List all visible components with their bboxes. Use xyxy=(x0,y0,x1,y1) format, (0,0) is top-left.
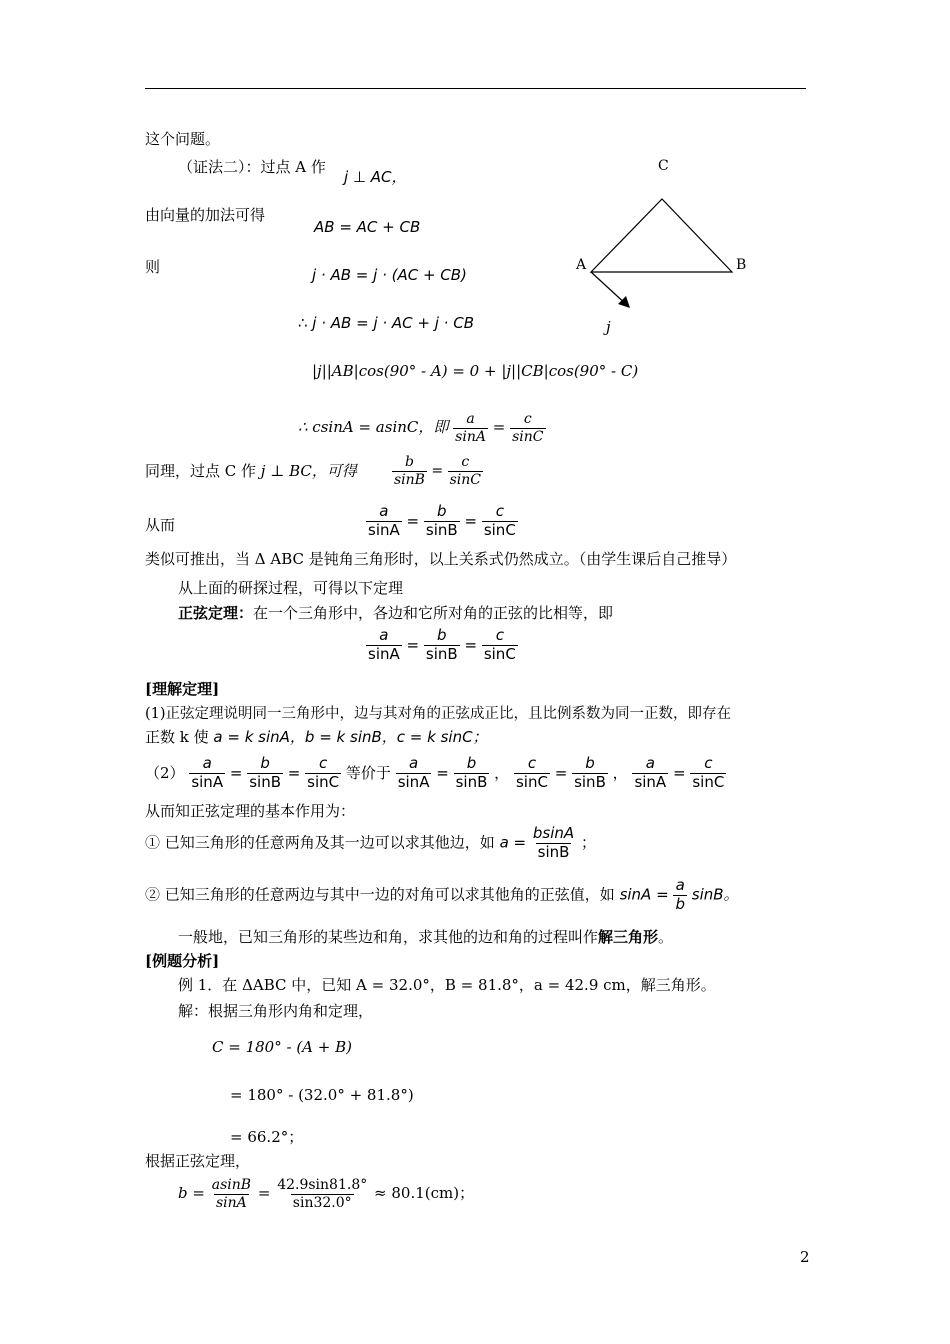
theorem-label: 正弦定理： xyxy=(178,604,254,622)
label-b: B xyxy=(736,257,747,273)
basic-use-text: 从而知正弦定理的基本作用为： xyxy=(145,802,356,820)
understand1-line1: (1)正弦定理说明同一三角形中，边与其对角的正弦成正比，且比例系数为同一正数，即存在 xyxy=(145,706,732,722)
b-calc-line: b = $\frac{asinB}{\sin A}$ = $\frac{42.9\sin 81.8^\circ}{\sin 32.0^\circ}$ ≈ 80.1(cm)； xyxy=(178,1177,475,1211)
research-text: 从上面的研探过程，可得以下定理 xyxy=(178,579,404,597)
vector-add-text: 由向量的加法可得 xyxy=(145,206,266,224)
sol-eq2: = 180° - (32.0° + 81.8°) xyxy=(230,1086,414,1104)
ratio-formula-2: $\frac{a}{\sin A}$ = $\frac{b}{\sin B}$ = $\frac{c}{\sin C}$ xyxy=(368,626,516,663)
obtuse-text: 类似可推出，当 Δ ABC 是钝角三角形时，以上关系式仍然成立。（由学生课后自己推导） xyxy=(145,550,737,568)
triangle-diagram xyxy=(570,150,770,340)
example-heading: [例题分析] xyxy=(145,952,220,970)
then-text: 则 xyxy=(145,258,161,276)
label-a: A xyxy=(576,257,587,273)
ratio-formula-1: $\frac{a}{\sin A}$ = $\frac{b}{\sin B}$ = $\frac{c}{\sin C}$ xyxy=(368,502,516,539)
use2-line: ② 已知三角形的任意两边与其中一边的对角可以求其他角的正弦值，如 sinA = $\frac{a}{b}$ sinB。 xyxy=(145,876,739,913)
solution-intro: 解：根据三角形内角和定理， xyxy=(178,1002,374,1020)
proof2-label: （证法二）：过点 A 作 xyxy=(178,158,326,176)
label-j: j xyxy=(606,318,611,336)
use1-line: ① 已知三角形的任意两角及其一边可以求其他边，如 a = $\frac{bsinA}{\sin B}$ ； xyxy=(145,824,596,861)
perp-expr: j ⊥ AC， xyxy=(344,168,407,186)
eq5-line: ∴ csinA = asinC，即 $\frac{a}{\sin A}$ = $\frac{c}{\sin C}$ xyxy=(298,411,544,445)
sol-eq3: = 66.2°； xyxy=(230,1128,304,1146)
intro-line: 这个问题。 xyxy=(145,130,221,148)
theorem-line xyxy=(178,602,613,623)
solve-line: 一般地，已知三角形的某些边和角，求其他的边和角的过程叫作解三角形。 xyxy=(178,928,674,946)
sol-eq1: C = 180° - (A + B) xyxy=(212,1038,352,1056)
understand-heading: [理解定理] xyxy=(145,680,220,698)
eq5-frac-a: $\frac{a}{\sin A}$ xyxy=(455,411,486,445)
similar-perp: j ⊥ BC，可得 xyxy=(260,462,357,480)
by-sine-law: 根据正弦定理， xyxy=(145,1152,251,1170)
eq5-frac-c: $\frac{c}{\sin C}$ xyxy=(512,411,544,445)
eq-j-dot-ab: j · AB = j · (AC + CB) xyxy=(312,266,467,284)
eq-magnitude-cos: |j||AB|cos(90° - A) = 0 + |j||CB|cos(90° - C) xyxy=(312,362,639,380)
label-c: C xyxy=(658,158,669,174)
similar-text: 同理，过点 C 作 xyxy=(145,462,257,480)
header-rule xyxy=(145,88,806,89)
similar-line xyxy=(145,460,357,481)
understand2-line: （2） $\frac{a}{\sin A}$ = $\frac{b}{\sin B}$ = $\frac{c}{\sin C}$ 等价于 $\frac{a}{\sin A}$ = $\frac{b}{\sin B}$ ， $\frac{c}{\sin C}$ = $\frac{b}{\sin B}$ ， $\frac{a}{\sin A}$ = $\frac{c}{\sin C}$ xyxy=(145,754,725,791)
similar-fracs: $\frac{b}{\sin B}$ = $\frac{c}{\sin C}$ xyxy=(394,454,481,488)
triangle-abc xyxy=(591,199,732,272)
understand1-line2: 正数 k 使 a = k sinA，b = k sinB，c = k sinC； xyxy=(145,728,488,746)
page-number: 2 xyxy=(800,1248,810,1266)
theorem-text: 在一个三角形中，各边和它所对角的正弦的比相等，即 xyxy=(253,604,614,622)
eq-j-dot-expand: ∴ j · AB = j · AC + j · CB xyxy=(298,314,474,332)
eq5-prefix: ∴ csinA = asinC，即 xyxy=(298,418,449,437)
eq-ab-ac-cb: AB = AC + CB xyxy=(314,218,421,236)
example1-text: 例 1．在 ΔABC 中，已知 A = 32.0°，B = 81.8°，a = 42.9 cm，解三角形。 xyxy=(178,976,716,994)
proportional-eqs: a = k sinA，b = k sinB，c = k sinC； xyxy=(213,728,488,746)
thus-text: 从而 xyxy=(145,516,176,534)
